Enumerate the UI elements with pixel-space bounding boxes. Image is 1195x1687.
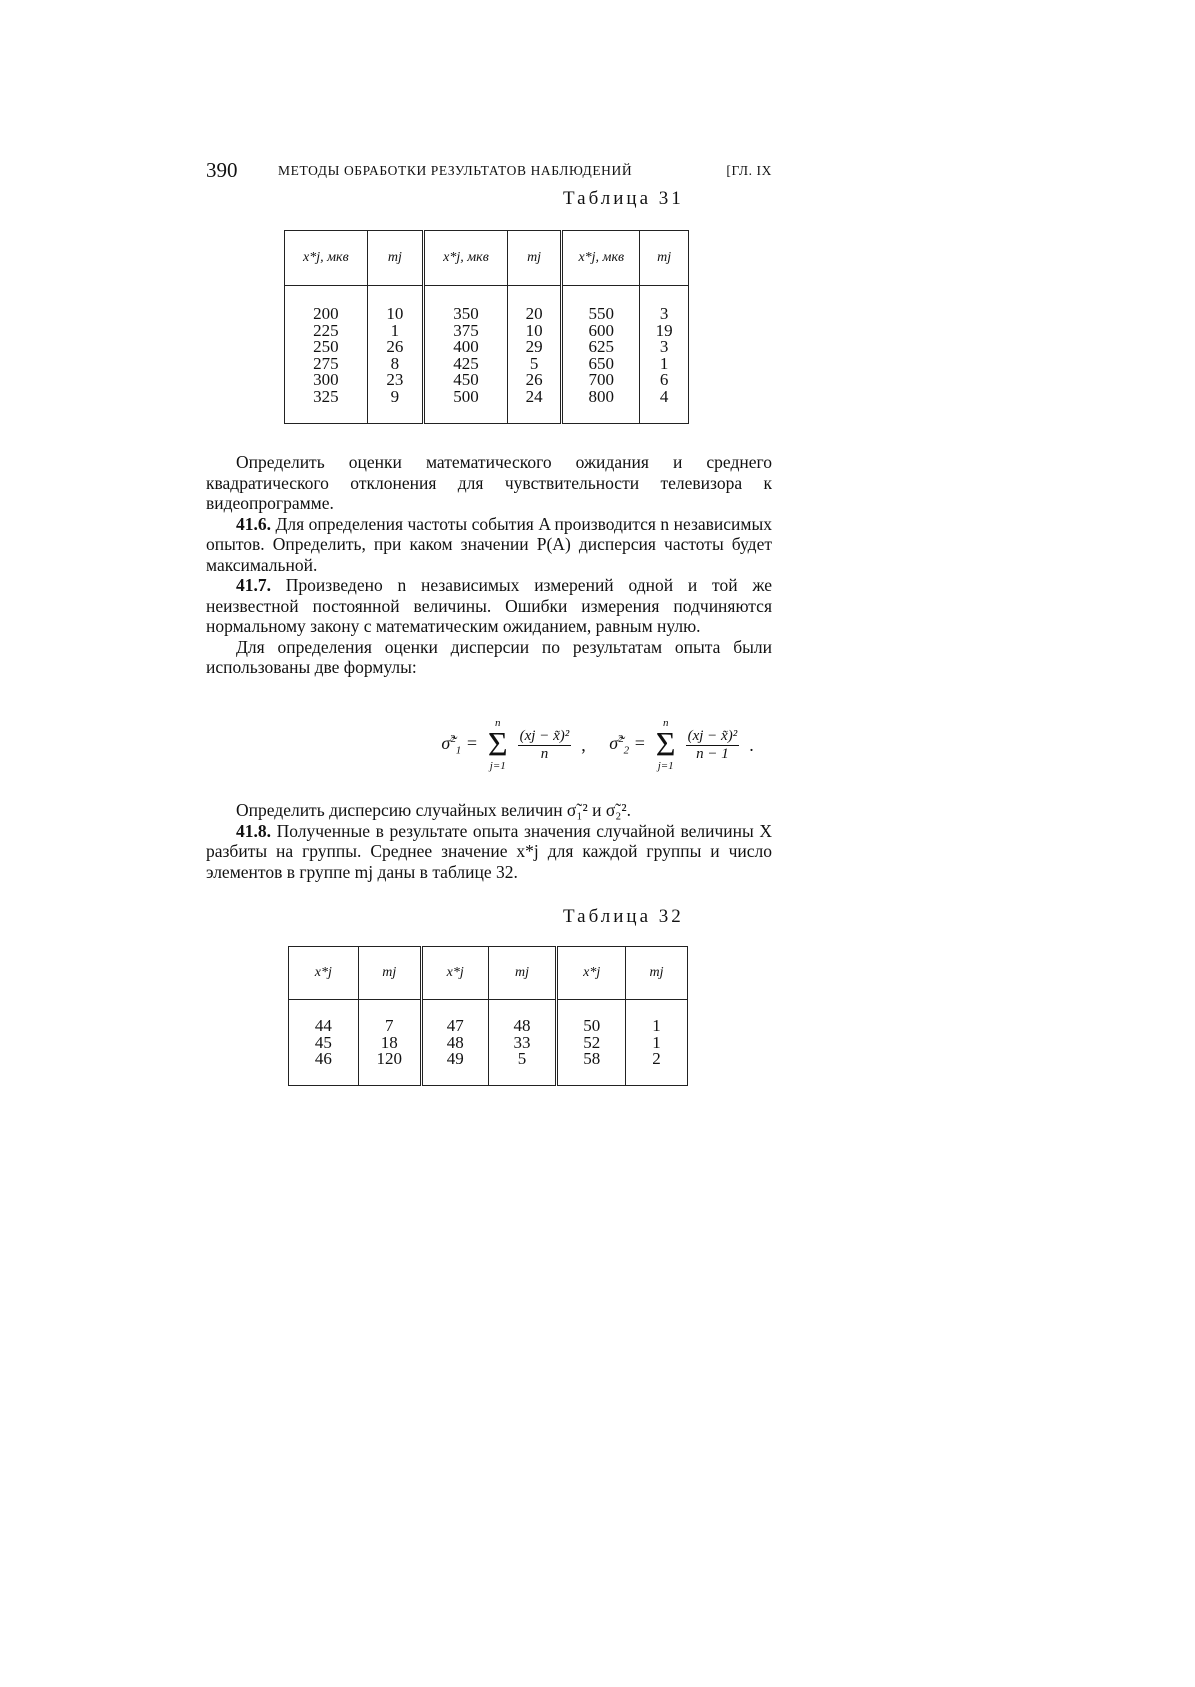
- table-cell: 45: [314, 1032, 332, 1052]
- table-cell: 49: [446, 1049, 464, 1068]
- table31-caption: Таблица 31: [563, 188, 684, 209]
- formula-lhs-1: σ̃$^2_1$ =: [441, 733, 478, 757]
- table32-header: mj: [626, 947, 688, 1000]
- variance-formulas: σ̃$^2_1$ = n Σ j=1 $\frac{\text{(xj − x̃)²}}{n}$ , σ̃$^2_2$ = n Σ j=1 $\frac{\text{(xj − x̃)²}}{n - 1}$ .: [441, 717, 754, 772]
- table-cell: 7: [385, 1016, 394, 1035]
- table32-header: x*j: [557, 947, 626, 1000]
- fraction-2: $\frac{\text{(xj − x̃)²}}{n - 1}$: [687, 727, 738, 762]
- paragraph-estimates: Определить оценки математического ожидания и среднего квадратического отклонения для чувствительности телевизора к видеопрограмме.: [206, 452, 772, 513]
- table-cell: 6: [659, 370, 669, 389]
- table-cell: 50: [583, 1016, 601, 1035]
- table32-column: [358, 1000, 421, 1086]
- table32-header: mj: [358, 947, 421, 1000]
- table-cell: 650: [588, 353, 615, 373]
- table31-column: [640, 286, 689, 424]
- table-cell: 52: [583, 1032, 601, 1052]
- paragraph-formulas-intro: Для определения оценки дисперсии по результатам опыта были использованы две формулы:: [206, 636, 772, 677]
- sum-symbol: n Σ j=1: [655, 717, 676, 772]
- table-cell: 8: [390, 353, 400, 373]
- sum-symbol: n Σ j=1: [487, 717, 508, 772]
- table31-column: [285, 286, 368, 424]
- table-cell: 800: [588, 386, 615, 406]
- chapter-reference: [ГЛ. IX: [726, 163, 772, 178]
- table-cell: 1: [652, 1032, 661, 1052]
- problem-text: Для определения частоты события A производится n независимых опытов. Определить, при каком значении P(A) дисперсия частоты будет максимальной.: [206, 513, 772, 575]
- problem-41-7: [206, 575, 772, 637]
- problem-text: Полученные в результате опыта значения случайной величины X разбиты на группы. Среднее значение x*j для каждой группы и число элементов в группе mj даны в таблице 32.: [206, 820, 773, 882]
- table31-column: [424, 286, 508, 424]
- table-cell: 29: [525, 337, 543, 356]
- table-cell: 300: [313, 370, 339, 389]
- table-cell: 48: [513, 1016, 531, 1035]
- table31-header: mj: [640, 231, 689, 286]
- table-cell: 425: [453, 353, 479, 373]
- table-cell: 200: [313, 304, 339, 323]
- table-cell: 5: [517, 1049, 527, 1068]
- table31-column: [507, 286, 562, 424]
- table-cell: 18: [380, 1032, 398, 1052]
- table-cell: 48: [446, 1032, 464, 1052]
- table32-column: [289, 1000, 359, 1086]
- fraction-1: $\frac{\text{(xj − x̃)²}}{n}$: [519, 727, 570, 762]
- table-cell: 10: [386, 304, 404, 323]
- table32-column: [557, 1000, 626, 1086]
- table-cell: 1: [659, 353, 669, 373]
- table-cell: 550: [588, 304, 615, 323]
- table32-header: x*j: [289, 947, 359, 1000]
- table-cell: 2: [652, 1049, 661, 1068]
- table-cell: 700: [588, 370, 615, 389]
- table-cell: 600: [588, 320, 615, 340]
- formula-lhs-2: σ̃$^2_2$ =: [609, 733, 646, 757]
- table31-column: [367, 286, 423, 424]
- table-cell: 46: [314, 1049, 332, 1068]
- table-cell: 1: [390, 320, 400, 340]
- table-cell: 375: [453, 320, 479, 340]
- table-cell: 33: [513, 1032, 531, 1052]
- table-cell: 47: [446, 1016, 464, 1035]
- page-header: [206, 158, 772, 188]
- table32-column: [488, 1000, 557, 1086]
- table-32: [288, 946, 688, 1086]
- problem-number: 41.6.: [236, 513, 271, 534]
- table31-header: x*j, мкв: [424, 231, 508, 286]
- text-block-1: [206, 452, 772, 678]
- paragraph-determine-variance: Определить дисперсию случайных величин σ̃₁² и σ̃₂².: [236, 800, 631, 820]
- table31-column: [562, 286, 640, 424]
- table-cell: 23: [386, 370, 404, 389]
- table-cell: 1: [652, 1016, 661, 1035]
- table-cell: 5: [529, 353, 539, 373]
- table-cell: 44: [314, 1016, 332, 1035]
- table-cell: 58: [583, 1049, 601, 1068]
- table-cell: 10: [525, 320, 543, 340]
- table32-column: [421, 1000, 488, 1086]
- table-31: [284, 230, 689, 424]
- table31-header: mj: [367, 231, 423, 286]
- table-cell: 19: [655, 320, 673, 340]
- problem-41-6: [206, 514, 772, 576]
- table-cell: 350: [453, 304, 479, 323]
- table32-header: x*j: [421, 947, 488, 1000]
- table-cell: 3: [659, 304, 669, 323]
- table-cell: 26: [386, 337, 404, 356]
- table32-header: mj: [488, 947, 557, 1000]
- table31-header: mj: [507, 231, 562, 286]
- running-title: МЕТОДЫ ОБРАБОТКИ РЕЗУЛЬТАТОВ НАБЛЮДЕНИЙ: [278, 163, 633, 178]
- table-cell: 120: [376, 1049, 402, 1068]
- table-cell: 400: [453, 337, 479, 356]
- table-cell: 500: [453, 386, 479, 406]
- table-cell: 325: [313, 386, 339, 406]
- table-cell: 4: [659, 386, 669, 406]
- table-cell: 24: [525, 386, 543, 406]
- table31-header: x*j, мкв: [285, 231, 368, 286]
- table32-column: [626, 1000, 688, 1086]
- table-cell: 250: [313, 337, 339, 356]
- table-cell: 625: [588, 337, 615, 356]
- page-number: 390: [206, 158, 238, 182]
- table-cell: 275: [313, 353, 339, 373]
- table-cell: 26: [525, 370, 543, 389]
- problem-number: 41.8.: [236, 820, 271, 841]
- problem-41-8: [206, 821, 772, 883]
- table-cell: 450: [453, 370, 479, 389]
- table-cell: 9: [390, 386, 400, 406]
- table-cell: 20: [525, 304, 543, 323]
- table31-header: x*j, мкв: [562, 231, 640, 286]
- table32-caption: Таблица 32: [563, 906, 684, 927]
- problem-text: Произведено n независимых измерений одной и той же неизвестной постоянной величины. Ошибки измерения подчиняются нормальному закону с математическим ожиданием, равным нулю.: [206, 575, 772, 636]
- table-cell: 3: [659, 337, 669, 356]
- text-block-2: [206, 800, 772, 882]
- table-cell: 225: [313, 320, 339, 340]
- problem-number: 41.7.: [236, 575, 271, 595]
